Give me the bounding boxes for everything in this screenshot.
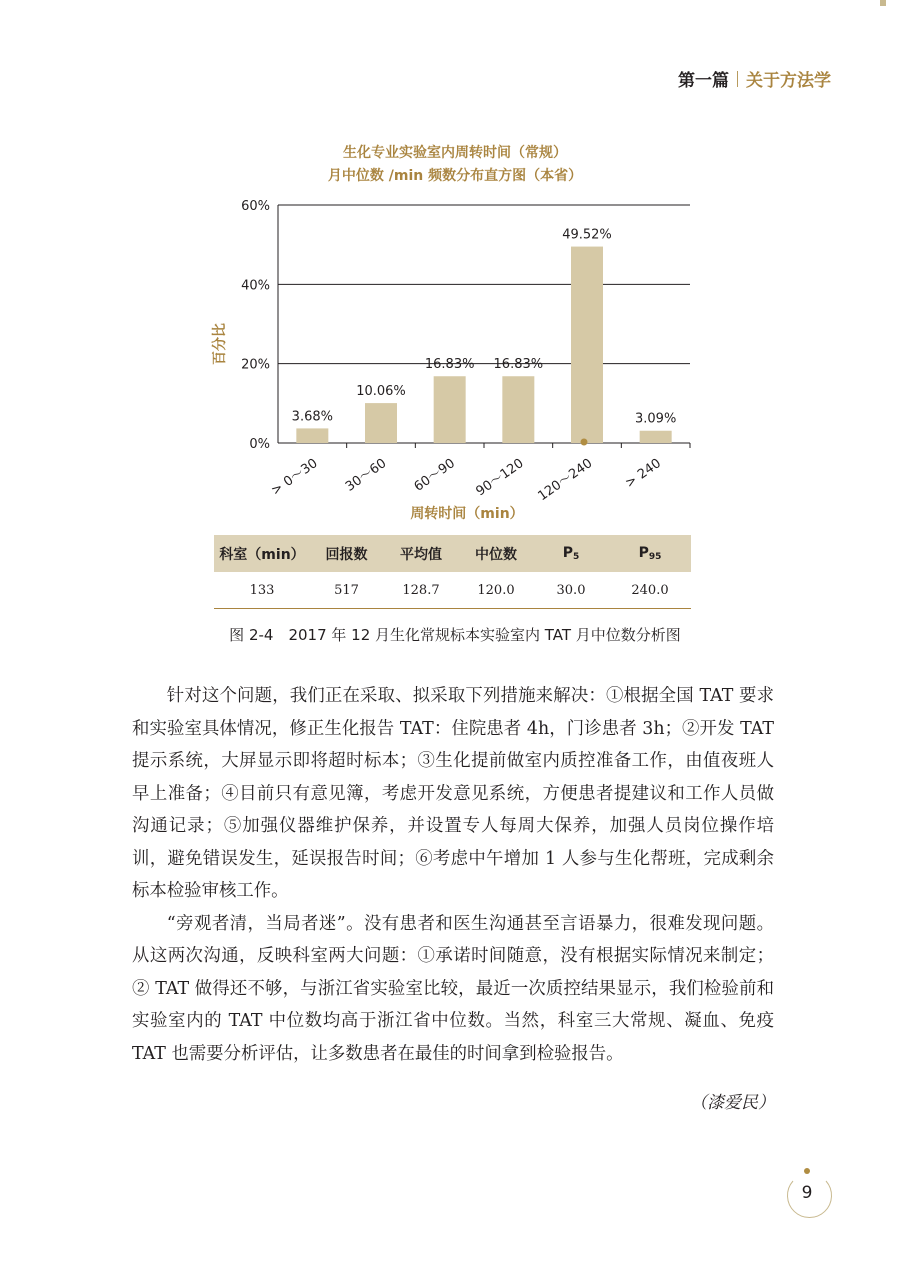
body-text: [132, 680, 774, 1070]
data-label: 16.83%: [493, 357, 544, 373]
header-cell-mean: 平均值: [383, 535, 459, 572]
data-label: 16.83%: [424, 357, 475, 373]
bar: [296, 428, 328, 443]
author-signature: （漆爱民）: [690, 1093, 775, 1113]
data-label: 49.52%: [562, 227, 612, 243]
bar: [434, 376, 466, 443]
y-tick-label: 0%: [249, 437, 270, 452]
bar: [640, 431, 672, 443]
x-tick-label: 120～240: [535, 455, 596, 505]
table-cell: 128.7: [383, 572, 459, 609]
table-cell: 133: [214, 572, 310, 609]
y-tick-label: 40%: [241, 278, 270, 294]
x-tick-label: > 240: [622, 455, 664, 492]
paragraph: 针对这个问题，我们正在采取、拟采取下列措施来解决：①根据全国 TAT 要求和实验室具体情况，修正生化报告 TAT：住院患者 4h，门诊患者 3h；②开发 TAT 提示系统，大屏显示即将超时标本；③生化提前做室内质控准备工作，由值夜班人早上准备；④目前只有意见簿，考虑开发意见系统，方便患者提建议和工作人员做沟通记录；⑤加强仪器维护保养，并设置专人每周大保养，加强人员岗位操作培训，避免错误发生，延误报告时间；⑥考虑中午增加 1 人参与生化帮班，完成剩余标本检验审核工作。: [132, 686, 774, 901]
bar-chart: [0, 0, 900, 540]
bar: [571, 247, 603, 443]
header-cell-p5: $P_5$: [533, 535, 609, 572]
table-cell: 30.0: [533, 572, 609, 609]
x-tick-label: 90～120: [473, 455, 527, 500]
y-tick-label: 60%: [241, 199, 270, 214]
figure-caption: 图 2-4 2017 年 12 月生化常规标本实验室内 TAT 月中位数分析图: [229, 626, 681, 644]
table-cell: 120.0: [459, 572, 533, 609]
bar: [502, 376, 534, 443]
table-row: [214, 572, 691, 609]
page-number: 9: [801, 1183, 813, 1203]
header-cell-p95: $P_{95}$: [609, 535, 691, 572]
table-cell: 517: [310, 572, 383, 609]
section-title: 关于方法学: [746, 71, 831, 91]
summary-table: [214, 535, 691, 609]
x-tick-label: > 0～30: [268, 455, 321, 499]
table-header-row: [214, 535, 691, 572]
y-axis-title: 百分比: [212, 323, 228, 365]
bar: [365, 403, 397, 443]
part-title: 第一篇: [678, 71, 729, 91]
paragraph: “旁观者清，当局者迷”。没有患者和医生沟通甚至言语暴力，很难发现问题。从这两次沟通，反映科室两大问题：①承诺时间随意，没有根据实际情况来制定；② TAT 做得还不够，与浙江省实验室比较，最近一次质控结果显示，我们检验前和实验室内的 TAT 中位数均高于浙江省中位数。当然，科室三大常规、凝血、免疫 TAT 也需要分析评估，让多数患者在最佳的时间拿到检验报告。: [132, 913, 774, 1064]
header-cell-dept: 科室（min）: [214, 535, 310, 572]
y-tick-label: 20%: [241, 357, 270, 373]
chart-title-line-1: 生化专业实验室内周转时间（常规）: [343, 145, 567, 161]
bar-marker: [581, 439, 588, 446]
x-tick-label: 30～60: [342, 455, 390, 495]
header-cell-median: 中位数: [459, 535, 533, 572]
data-label: 3.09%: [635, 411, 677, 427]
table-cell: 240.0: [609, 572, 691, 609]
x-tick-label: 60～90: [411, 455, 458, 495]
chart-title-line-2: 月中位数 /min 频数分布直方图（本省）: [327, 168, 583, 184]
x-axis-title: 周转时间（min）: [410, 506, 524, 522]
header-cell-count: 回报数: [310, 535, 383, 572]
data-label: 3.68%: [291, 409, 333, 425]
data-label: 10.06%: [356, 384, 406, 400]
